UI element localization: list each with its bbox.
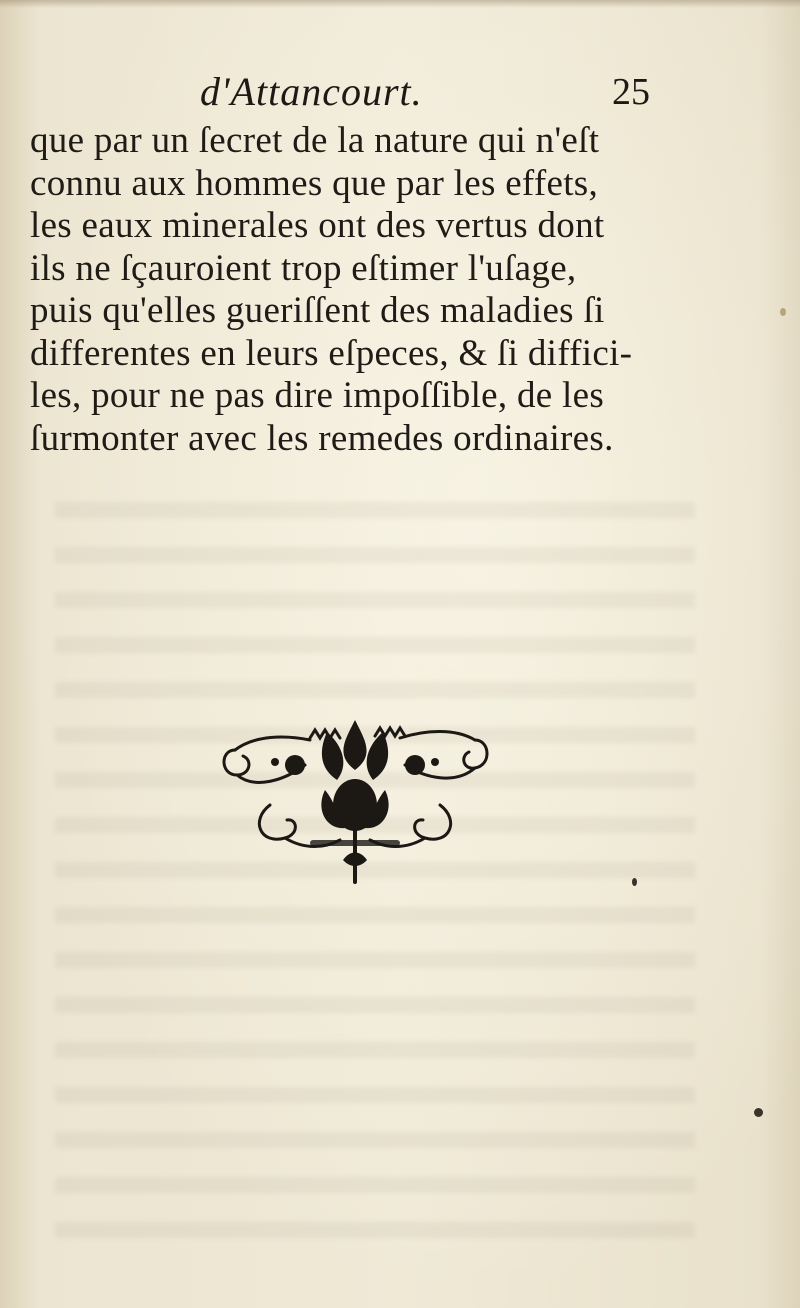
body-paragraph	[30, 120, 670, 460]
fleuron-ornament-icon	[215, 710, 495, 890]
text-line: puis qu'elles gueriſſent des maladies ſi	[30, 290, 605, 331]
text-line: differentes en leurs eſpeces, & ſi diffici-	[30, 332, 633, 374]
text-line: les, pour ne pas dire impoſſible, de les	[30, 375, 605, 416]
text-line: les eaux minerales ont des vertus dont	[30, 205, 605, 246]
page-number: 25	[612, 71, 650, 113]
text-line: ſurmonter avec les remedes ordinaires.	[30, 417, 614, 459]
ink-speck	[632, 878, 637, 886]
text-line: que par un ſecret de la nature qui n'eſt	[30, 120, 600, 161]
text-line: ils ne ſçauroient trop eſtimer l'uſage,	[30, 247, 577, 289]
running-head: d'Attancourt.	[200, 69, 423, 114]
ink-speck	[754, 1108, 763, 1117]
text-line: connu aux hommes que par les effets,	[30, 162, 599, 204]
ink-speck	[780, 308, 786, 316]
page-top-edge	[0, 0, 800, 8]
